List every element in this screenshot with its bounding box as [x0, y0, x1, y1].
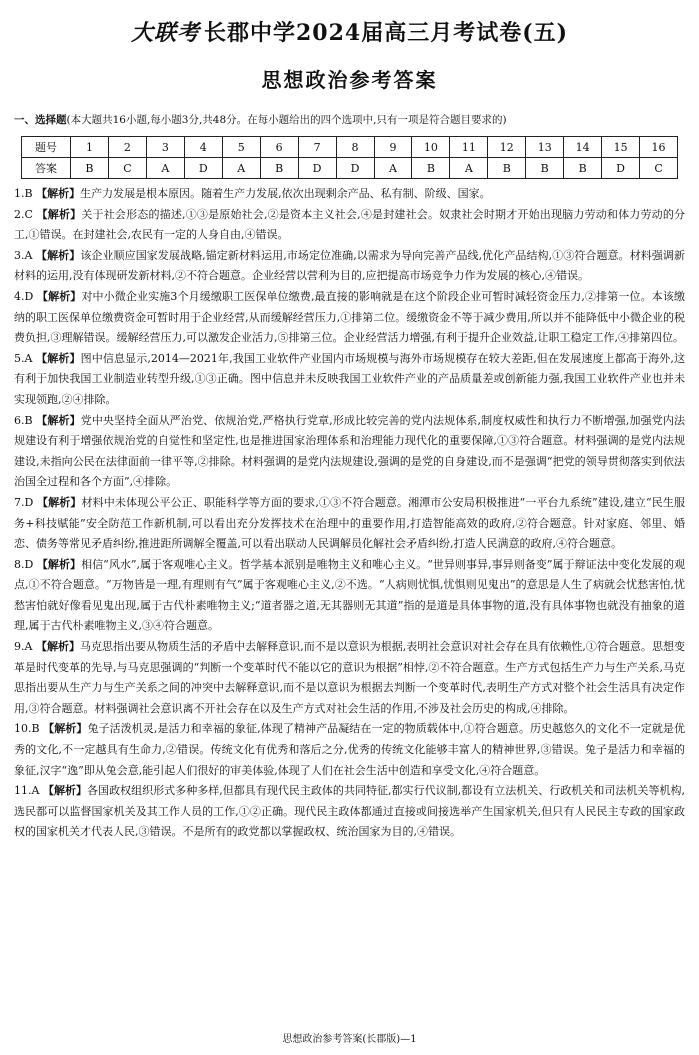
item-number: 6.B: [14, 413, 33, 427]
item-number: 2.C: [14, 207, 33, 221]
table-cell-number: 3: [146, 137, 184, 158]
list-item: [14, 781, 685, 843]
table-cell-answer: A: [450, 158, 488, 179]
list-item: [14, 349, 685, 411]
table-cell-number: 16: [640, 137, 678, 158]
list-item: [14, 719, 685, 781]
header: [0, 16, 699, 47]
item-number: 11.A: [14, 784, 40, 798]
row-label-number: 题号: [22, 137, 71, 158]
item-number: 9.A: [14, 640, 33, 654]
table-cell-number: 10: [412, 137, 450, 158]
item-text: 对中小微企业实施3个月缓缴职工医保单位缴费,最直接的影响就是在这个阶段企业可暂时减轻资金压力,②排第一位。本该缴纳的职工医保单位缴费资金可暂时用于企业经营,从而缓解经营压力,①排第二位。缓缴资金不等于减少费用,所以并不能降低中小微企业的税费负担,③理解错误。缓解经营压力,可以激发企业活力,⑤排第三位。企业经营活力增强,有利于提升企业效益,让职工稳定工作,④排第四位。: [14, 289, 685, 345]
list-item: [14, 205, 685, 246]
table-cell-number: 13: [526, 137, 564, 158]
page-footer: 思想政治参考答案(长郡版)—1: [282, 1034, 417, 1045]
table-cell-number: 8: [336, 137, 374, 158]
section-note: (本大题共16小题,每小题3分,共48分。在每小题给出的四个选项中,只有一项是符合题目要求的): [66, 114, 507, 126]
table-cell-number: 12: [488, 137, 526, 158]
section-title: 一、选择题: [14, 114, 67, 126]
analysis-tag: 【解析】: [36, 413, 81, 427]
list-item: [14, 246, 685, 287]
table-cell-answer: B: [526, 158, 564, 179]
table-cell-answer: A: [374, 158, 412, 179]
list-item: [14, 184, 685, 205]
item-text: 生产力发展是根本原因。随着生产力发展,依次出现剩余产品、私有制、阶级、国家。: [80, 187, 491, 200]
item-number: 4.D: [14, 289, 34, 303]
table-cell-number: 11: [450, 137, 488, 158]
item-number: 1.B: [14, 187, 33, 200]
item-text: 该企业顺应国家发展战略,锚定新材料运用,市场定位准确,以需求为导向完善产品线,优化产品结构,①③符合题意。材料强调新材料的运用,没有体现研发新材料,②不符合题意。企业经营以营利为目的,应把提高市场竞争力作为发展的核心,④错误。: [14, 248, 686, 283]
list-item: [14, 493, 685, 555]
brand-logo: 大联考: [130, 21, 200, 46]
list-item: [14, 555, 685, 637]
analysis-tag: 【解析】: [36, 557, 82, 571]
answer-row: [22, 158, 678, 179]
item-number: 3.A: [14, 248, 33, 262]
page-title: 思想政治参考答案: [261, 68, 438, 92]
table-cell-answer: C: [640, 158, 678, 179]
table-cell-answer: D: [298, 158, 336, 179]
table-cell-answer: A: [146, 158, 184, 179]
analysis-tag: 【解析】: [36, 351, 81, 365]
item-text: 各国政权组织形式多种多样,但都具有现代民主政体的共同特征,都实行代议制,都设有立法机关、行政机关和司法机关等机构,选民都可以监督国家机关及其工作人员的工作,①②正确。现代民主政体都通过直接或间接选举产生国家机关,但只有人民民主专政的国家政权的国家机关才代表人民,③错误。不是所有的政党都以掌握政权、统治国家为目的,④错误。: [14, 784, 686, 839]
item-text: 图中信息显示,2014—2021年,我国工业软件产业国内市场规模与海外市场规模存在较大差距,但在发展速度上都高于海外,这有利于加快我国工业制造业转型升级,①③正确。图中信息并未反映我国工业软件产业的产品质量差或创新能力强,我国工业软件产业也并未实现领跑,②④排除。: [14, 351, 685, 406]
table-cell-answer: B: [488, 158, 526, 179]
analysis-tag: 【解析】: [43, 722, 88, 736]
table-cell-answer: D: [336, 158, 374, 179]
table-cell-number: 5: [222, 137, 260, 158]
table-cell-answer: B: [564, 158, 602, 179]
table-cell-number: 14: [564, 137, 602, 158]
table-cell-number: 4: [184, 137, 222, 158]
table-cell-answer: C: [108, 158, 146, 179]
table-cell-number: 1: [71, 137, 109, 158]
item-text: 党中央坚持全面从严治党、依规治党,严格执行党章,形成比较完善的党内法规体系,制度权威性和执行力不断增强,加强党内法规建设有利于增强依规治党的自觉性和坚定性,也是推进国家治理体系和治理能力现代化的重要保障,①③符合题意。材料强调的是党内法规建设,未指向公民在法律面前一律平等,②排除。材料强调的是党内法规建设,强调的是党的自身建设,而不是强调“把党的领导贯彻落实到依法治国全过程和各个方面”,④排除。: [14, 413, 686, 489]
table-cell-number: 7: [298, 137, 336, 158]
analysis-tag: 【解析】: [36, 187, 81, 200]
table-cell-number: 9: [374, 137, 412, 158]
explanation-list: [14, 184, 685, 843]
item-number: 7.D: [14, 495, 34, 509]
analysis-tag: 【解析】: [36, 248, 81, 262]
table-cell-number: 2: [108, 137, 146, 158]
table-cell-answer: B: [412, 158, 450, 179]
list-item: [14, 411, 685, 493]
table-cell-answer: B: [260, 158, 298, 179]
analysis-tag: 【解析】: [36, 207, 82, 221]
section-heading: [14, 112, 685, 127]
answer-table: [21, 136, 678, 179]
analysis-tag: 【解析】: [42, 784, 88, 798]
item-number: 10.B: [14, 722, 40, 736]
table-cell-answer: D: [184, 158, 222, 179]
item-text: 相信“风水”,属于客观唯心主义。哲学基本派别是唯物主义和唯心主义。“世异则事异,事异则备变”属于辩证法中变化发展的观点,①不符合题意。“万物皆是一理,有理则有气”属于客观唯心主义,②不选。“人病则忧惧,忧惧则见鬼出”的意思是人生了病就会忧愁害怕,忧愁害怕就好像看见鬼出现,属于古代朴素唯物主义;“道者器之道,无其器则无其道”指的是道是具体事物的道,没有具体事物也就没有抽象的道理,属于古代朴素唯物主义,③④符合题意。: [14, 557, 686, 633]
analysis-tag: 【解析】: [36, 289, 82, 303]
item-number: 8.D: [14, 557, 34, 571]
list-item: [14, 637, 685, 719]
list-item: [14, 287, 685, 349]
row-label-answer: 答案: [22, 158, 71, 179]
item-text: 关于社会形态的描述,①③是原始社会,②是资本主义社会,④是封建社会。奴隶社会时期才开始出现脑力劳动和体力劳动的分工,①错误。在封建社会,农民有一定的人身自由,④错误。: [14, 207, 686, 242]
item-number: 5.A: [14, 351, 33, 365]
item-text: 兔子活泼机灵,是活力和幸福的象征,体现了精神产品凝结在一定的物质载体中,①符合题意。历史越悠久的文化不一定就是优秀的文化,不一定越具有生命力,②错误。传统文化有优秀和落后之分,优秀的传统文化能够丰富人的精神世界,③错误。兔子是活力和幸福的象征,汉字“逸”即从兔会意,能引起人们很好的审美体验,体现了人们在社会生活中创造和享受文化,④符合题意。: [14, 722, 685, 777]
table-cell-answer: D: [602, 158, 640, 179]
analysis-tag: 【解析】: [35, 640, 81, 654]
table-cell-answer: A: [222, 158, 260, 179]
table-cell-answer: B: [71, 158, 109, 179]
table-cell-number: 15: [602, 137, 640, 158]
table-cell-number: 6: [260, 137, 298, 158]
item-text: 材料中未体现公平公正、职能科学等方面的要求,①③不符合题意。湘潭市公安局积极推进“一平台九系统”建设,建立“民生服务+科技赋能”安全防范工作新机制,可以看出充分发挥技术在治理中的重要作用,打造智能高效的政府,②符合题意。针对家庭、邻里、婚恋、债务等常见矛盾纠纷,推进距所调解全覆盖,可以看出联动人民调解员化解社会矛盾纠纷,打造人民满意的政府,④符合题意。: [14, 495, 685, 551]
item-text: 马克思指出要从物质生活的矛盾中去解释意识,而不是以意识为根据,表明社会意识对社会存在具有依赖性,①符合题意。思想变革是时代变革的先导,与马克思强调的“判断一个变革时代不能以它的意识为根据”相悖,②不符合题意。生产方式包括生产力与生产关系,马克思指出要从生产力与生产关系之间的冲突中去解释意识,而不是以意识为根据去判断一个变革时代,表明生产方式对整个社会生活具有决定作用,③符合题意。材料强调社会意识离不开社会存在以及生产方式对社会生活的作用,不涉及社会历史的构成,④排除。: [14, 640, 686, 715]
question-number-row: [22, 137, 678, 158]
analysis-tag: 【解析】: [36, 495, 82, 509]
exam-title: 长郡中学2024届高三月考试卷(五): [203, 20, 569, 46]
